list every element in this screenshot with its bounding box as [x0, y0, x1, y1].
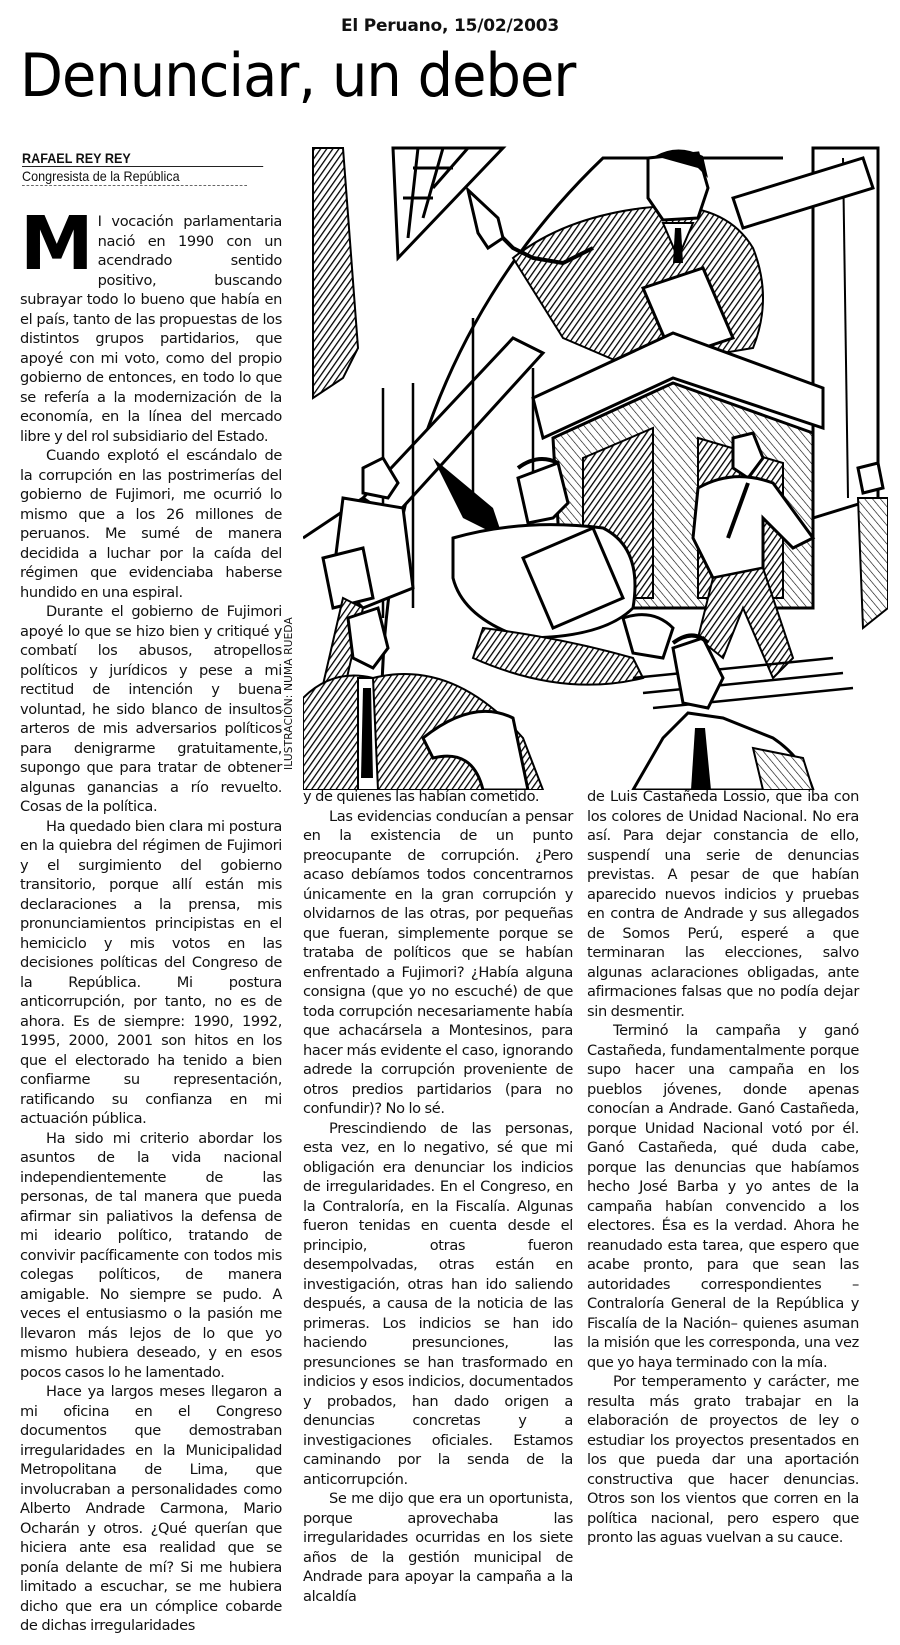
author-name: RAFAEL REY REY — [22, 150, 263, 167]
illustration-credit-text: ILUSTRACIÓN: NUMA RUEDA — [283, 617, 295, 770]
article-column-2 — [303, 787, 573, 1606]
paragraph: Hace ya largos meses llegaron a mi oficina en el Congreso documentos que demostraban irregularidades en la Municipalidad Metropolitana de Lima, que involucraban a personalidades como Alberto Andrade Carmona, Mario Ocharán y otros. ¿Qué querían que hiciera ante esa realidad que se ponía delante de mí? Si me hubiera limitado a escuchar, se me hubiera dicho que era un cómplice cobarde de dichas irregularidades — [20, 1383, 282, 1634]
paragraph: Prescindiendo de las personas, esta vez, en lo negativo, sé que mi obligación era denunciar los indicios de irregularidades. En el Congreso, en la Contraloría, en la Fiscalía. Algunas fueron tenidas en cuenta desde el principio, otras fueron desempolvadas, otras están en investigación, otras han ido saliendo después, a causa de la noticia de las primeras. Los indicios se han ido haciendo presunciones, las presunciones se han trasformado en indicios y esos indicios, documentados y probados, han dado origen a denuncias concretas y a investigaciones oficiales. Estamos caminando por la senda de la anticorrupción. — [303, 1119, 573, 1488]
pulpit-scene-illustration — [303, 138, 888, 790]
paragraph: Durante el gobierno de Fujimori apoyé lo que se hizo bien y critiqué y combatí los abusos, atropellos políticos y jurídicos y pese a mi rectitud de intención y buena voluntad, he sido blanco de insultos arteros de mis adversarios políticos para denigrarme gratuitamente, supongo que para tratar de obtener algunas ganancias a río revuelto. Cosas de la política. — [20, 603, 282, 815]
illustration — [303, 138, 888, 790]
paragraph: Se me dijo que era un oportunista, porque aprovechaba las irregularidades ocurridas en los siete años de la gestión municipal de Andrade para apoyar la campaña a la alcaldía — [303, 1490, 573, 1605]
publication-source: El Peruano, 15/02/2003 — [340, 16, 560, 36]
paragraph: y de quienes las habían cometido. — [303, 788, 540, 805]
paragraph: Ha quedado bien clara mi postura en la quiebra del régimen de Fujimori y el surgimiento del gobierno transitorio, porque allí están mis declaraciones a la prensa, mis pronunciamientos principistas en el hemiciclo y mis votos en las decisiones políticas del Congreso de la República. Mi postura anticorrupción, por tanto, no es de ahora. Es de siempre: 1990, 1992, 1995, 2000, 2001 son hitos en los que el electorado ha tenido a bien confiarme su representación, ratificando su confianza en mi actuación pública. — [20, 817, 282, 1127]
paragraph: Cuando explotó el escándalo de la corrupción en las postrimerías del gobierno de Fujimori, me ocurrió lo mismo que a los 26 millones de peruanos. Me sumé de manera decidida a luchar por la caída del régimen que evidenciaba haberse hundido en una espiral. — [20, 447, 282, 601]
paragraph: Terminó la campaña y ganó Castañeda, fundamentalmente porque supo hacer una campaña en los pueblos jóvenes, donde apenas conocían a Andrade. Ganó Castañeda, porque Unidad Nacional votó por él. Ganó Castañeda, qué duda cabe, porque las denuncias que habíamos hecho José Barba y yo antes de la campaña habían convencido a los electores. Ésa es la verdad. Ahora he reanudado esta tarea, que espero que acabe pronto, para que sean las autoridades correspondientes –Contraloría General de la República y Fiscalía de la Nación– quienes asuman la misión que les corresponda, una vez que yo haya terminado con la mía. — [587, 1022, 859, 1371]
byline — [22, 150, 292, 186]
paragraph: Por temperamento y carácter, me resulta más grato trabajar en la elaboración de proyectos de ley o estudiar los proyectos presentados en los que pueda dar una aportación constructiva que hacer denuncias. Otros son los vientos que corren en la política nacional, pero espero que pronto las aguas vuelvan a su cauce. — [587, 1373, 859, 1546]
paragraph: de Luis Castañeda Lossio, que iba con los colores de Unidad Nacional. No era así. Para dejar constancia de ello, suspendí una serie de denuncias previstas. A pesar de que habían aparecido nuevos indicios y pruebas en contra de Andrade y sus allegados de Somos Perú, esperé a que terminaran las elecciones, salvo algunas aclaraciones obligadas, ante afirmaciones falsas que no podía dejar sin desmentir. — [587, 788, 859, 1020]
paragraph: I vocación parlamentaria nació en 1990 con un acendrado sentido positivo, buscando subrayar todo lo bueno que había en el país, tanto de las propuestas de los distintos grupos partidarios, que apoyé con mi voto, como del propio gobierno de entonces, en todo lo que se refería a la modernización de la economía, en la línea del mercado libre y del rol subsidiario del Estado. — [20, 213, 282, 445]
headline: Denunciar, un deber — [20, 41, 576, 111]
paragraph: Las evidencias conducían a pensar en la existencia de un punto preocupante de corrupción. ¿Pero acaso debíamos todos concentrarnos únicamente en la gran corrupción y olvidarnos de las otras, por pequeñas que fueran, simplemente porque se trataba de políticos que se habían enfrentado a Fujimori? ¿Había alguna consigna (que yo no escuché) de que toda corrupción necesariamente había que achacársela a Montesinos, para hacer más evidente el caso, ignorando adrede la corrupción proveniente de otros predios partidarios (para no confundir)? No lo sé. — [303, 807, 573, 1117]
article-column-3 — [587, 787, 859, 1548]
drop-cap: M — [20, 201, 92, 287]
article-column-1 — [20, 201, 282, 1636]
paragraph: Ha sido mi criterio abordar los asuntos de la vida nacional independientemente de las personas, de tal manera que pueda afirmar sin paliativos la defensa de mi ideario político, tratando de convivir pacíficamente con todos mis colegas políticos, de manera amigable. No siempre se pudo. A veces el entusiasmo o la pasión me llevaron más lejos de lo que yo mismo hubiera deseado, y en esos pocos casos lo he lamentado. — [20, 1129, 282, 1381]
illustration-credit — [283, 560, 299, 770]
author-role: Congresista de la República — [22, 167, 247, 186]
